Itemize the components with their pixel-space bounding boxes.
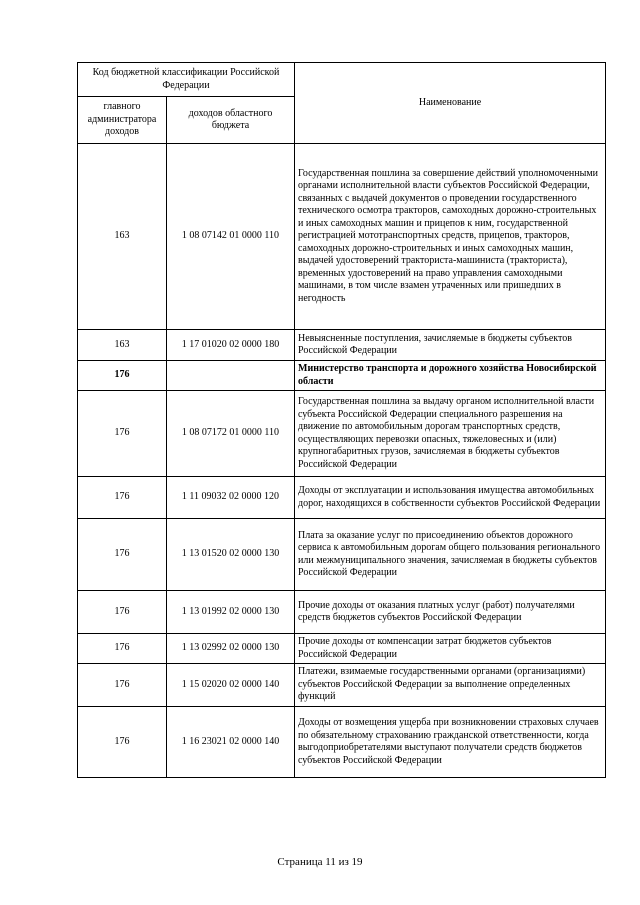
admin-code-cell: 176 — [78, 707, 167, 778]
table-row — [78, 477, 606, 519]
income-code-cell: 1 17 01020 02 0000 180 — [167, 330, 295, 361]
name-cell: Государственная пошлина за совершение действий уполномоченными органами исполнительной власти субъектов Российской Федерации, связанных с выдачей документов о проведении государственного технического осмотра тракторов, самоходных дорожно-строительных и иных самоходных машин и прицепов к ним, государственной регистрацией мототранспортных средств, прицепов, тракторов, самоходных дорожно-строительных и иных самоходных машин, выдачей удостоверений тракториста-машиниста (тракториста), временных удостоверений на право управления самоходными машинами, в том числе взамен утраченных или пришедших в негодность — [295, 144, 606, 330]
income-code-cell: 1 15 02020 02 0000 140 — [167, 664, 295, 707]
name-cell: Доходы от возмещения ущерба при возникновении страховых случаев по обязательному страхованию гражданской ответственности, когда выгодоприобретателями выступают получатели средств бюджетов субъектов Российской Федерации — [295, 707, 606, 778]
name-cell: Невыясненные поступления, зачисляемые в бюджеты субъектов Российской Федерации — [295, 330, 606, 361]
page-number: Страница 11 из 19 — [277, 856, 363, 868]
table-row — [78, 707, 606, 778]
table-row — [78, 519, 606, 591]
income-code-cell: 1 16 23021 02 0000 140 — [167, 707, 295, 778]
admin-code-cell: 176 — [78, 664, 167, 707]
header-admin: главного администратора доходов — [78, 97, 167, 144]
admin-code-cell: 176 — [78, 361, 167, 391]
table-row — [78, 591, 606, 634]
admin-code-cell: 163 — [78, 330, 167, 361]
income-code-cell: 1 08 07142 01 0000 110 — [167, 144, 295, 330]
name-cell: Прочие доходы от компенсации затрат бюджетов субъектов Российской Федерации — [295, 634, 606, 664]
income-code-cell: 1 11 09032 02 0000 120 — [167, 477, 295, 519]
header-name: Наименование — [295, 63, 606, 144]
name-cell: Прочие доходы от оказания платных услуг (работ) получателями средств бюджетов субъектов Российской Федерации — [295, 591, 606, 634]
income-code-cell: 1 13 02992 02 0000 130 — [167, 634, 295, 664]
table-row — [78, 664, 606, 707]
name-cell: Доходы от эксплуатации и использования имущества автомобильных дорог, находящихся в собственности субъектов Российской Федерации — [295, 477, 606, 519]
name-cell: Министерство транспорта и дорожного хозяйства Новосибирской области — [295, 361, 606, 391]
admin-code-cell: 176 — [78, 634, 167, 664]
budget-classification-table — [77, 62, 606, 778]
name-cell: Государственная пошлина за выдачу органом исполнительной власти субъекта Российской Федерации специального разрешения на движение по автомобильным дорогам транспортных средств, осуществляющих перевозки опасных, тяжеловесных и (или) крупногабаритных грузов, зачисляемая в бюджеты субъектов Российской Федерации — [295, 391, 606, 477]
income-code-cell: 1 13 01520 02 0000 130 — [167, 519, 295, 591]
table-row — [78, 144, 606, 330]
admin-code-cell: 163 — [78, 144, 167, 330]
income-code-cell: 1 13 01992 02 0000 130 — [167, 591, 295, 634]
table-row-section — [78, 361, 606, 391]
name-cell: Плата за оказание услуг по присоединению объектов дорожного сервиса к автомобильным дорогам общего пользования регионального или межмуниципального значения, зачисляемая в бюджеты субъектов Российской Федерации — [295, 519, 606, 591]
table-row — [78, 634, 606, 664]
header-income: доходов областного бюджета — [167, 97, 295, 144]
admin-code-cell: 176 — [78, 391, 167, 477]
income-code-cell — [167, 361, 295, 391]
header-code-group: Код бюджетной классификации Российской Федерации — [78, 63, 295, 97]
table-row — [78, 330, 606, 361]
admin-code-cell: 176 — [78, 477, 167, 519]
income-code-cell: 1 08 07172 01 0000 110 — [167, 391, 295, 477]
admin-code-cell: 176 — [78, 519, 167, 591]
admin-code-cell: 176 — [78, 591, 167, 634]
name-cell: Платежи, взимаемые государственными органами (организациями) субъектов Российской Федерации за выполнение определенных функций — [295, 664, 606, 707]
table-row — [78, 391, 606, 477]
